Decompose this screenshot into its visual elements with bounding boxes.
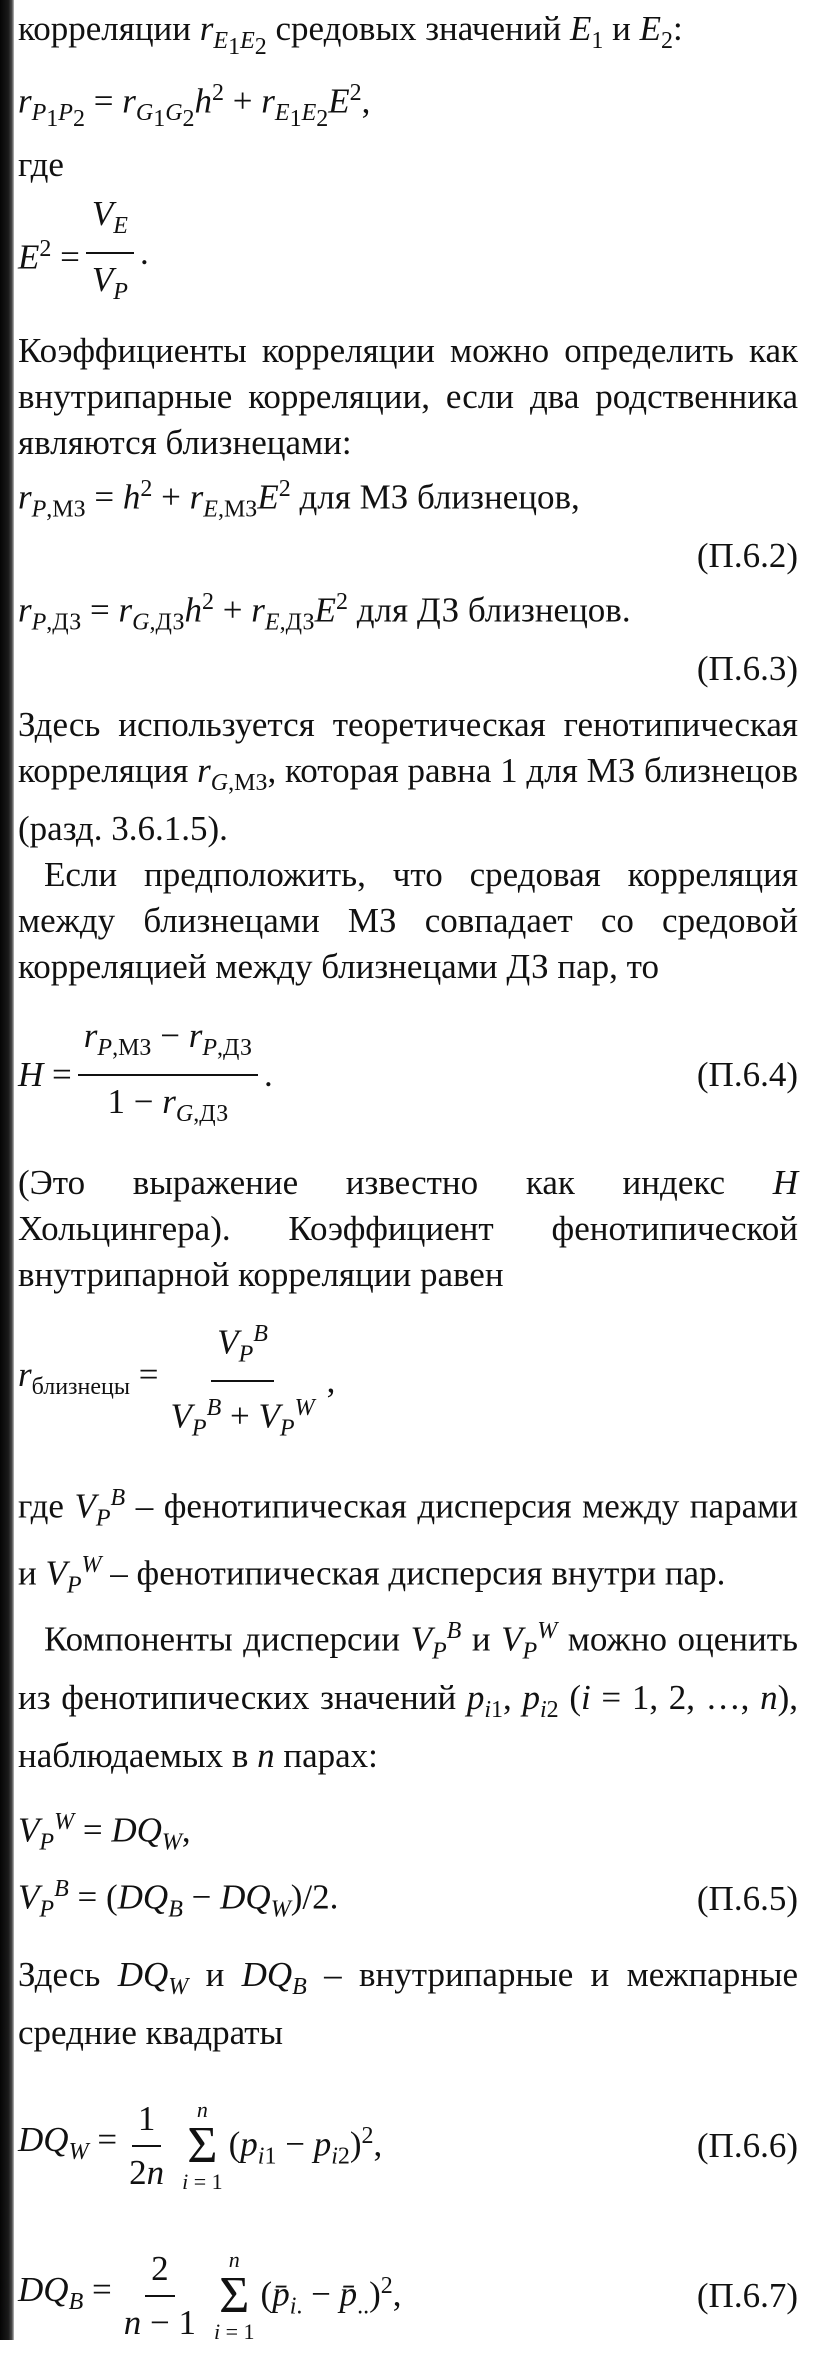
equation-number-p67: (П.6.7) xyxy=(696,2276,798,2316)
paragraph-correlation-twins: Коэффициенты корреляции можно определить как внутрипарные корреляции, если два родственника являются близнецами: xyxy=(18,331,798,463)
equation-number-p66: (П.6.6) xyxy=(696,2126,798,2166)
equation-dqw: $DQ_W$ = $\frac{1}{2n}$ n Σ i = 1 $(p_{i1} - p_{i2})^2$, (П.6.6) xyxy=(18,2076,798,2216)
equation-number-p65: (П.6.5) xyxy=(696,1878,798,1918)
equation-dz: $r_{P,ДЗ} = r_{G,ДЗ}h^2 + r_{E,ДЗ}E^2$ для ДЗ близнецов. xyxy=(18,588,631,636)
equation-number-p64: (П.6.4) xyxy=(696,1054,798,1094)
paragraph-variance-components: Компоненты дисперсии $V_P^B$ и $V_P^W$ можно оценить из фенотипических значений $p_{i1}$, $p_{i2}$ (i = 1, 2, …, n), наблюдаемых в n парах: xyxy=(18,1618,799,1775)
paragraph-variance-def: где $V_P^B$ – фенотипическая дисперсия между парами и $V_P^W$ – фенотипическая дисперсия внутри пар. xyxy=(18,1484,798,1599)
paragraph-mean-squares: Здесь $DQ_W$ и $DQ_B$ – внутрипарные и межпарные средние квадраты xyxy=(18,1955,798,2053)
equation-vw: $V_P^W = DQ_W$, xyxy=(18,1808,191,1856)
paragraph-holzinger: (Это выражение известно как индекс H Хольцингера). Коэффициент фенотипической внутрипарной корреляции равен xyxy=(18,1162,798,1294)
paragraph-intro: корреляции $r_{E_1E_2}$ средовых значений $E_1$ и $E_2$: xyxy=(18,9,683,60)
equation-vb: $V_P^B = (DQ_B - DQ_W)/2$. (П.6.5) xyxy=(18,1875,798,1923)
equation-holzinger: H = $\frac{r_{P,МЗ} - r_{P,ДЗ}}{1 - r_{G,ДЗ}}$ . (П.6.4) xyxy=(18,1010,798,1140)
equation-r-twins: $r_{близнецы}$ = $\frac{V_P^B}{V_P^B + V_P^W}$ , xyxy=(18,1308,798,1455)
equation-dqb: $DQ_B$ = $\frac{2}{n - 1}$ n Σ i = 1 ($p̄_{i.}$ − $p̄_{..})^2$, (П.6.7) xyxy=(18,2226,798,2366)
document-page xyxy=(18,6,798,2366)
equation-e-squared: $E^2$ = $\frac{V_E}{V_P}$ . xyxy=(18,188,798,318)
paragraph-genotypic: Здесь используется теоретическая генотипическая корреляция $r_{G,МЗ}$, которая равна 1 для МЗ близнецов (разд. 3.6.1.5). xyxy=(18,704,798,848)
word-where: где xyxy=(18,145,64,185)
page-binding-shadow xyxy=(0,0,14,2340)
equation-number-p63: (П.6.3) xyxy=(696,648,798,688)
paragraph-assumption: Если предположить, что средовая корреляция между близнецами МЗ совпадает со средовой корреляцией между близнецами ДЗ пар, то xyxy=(18,854,798,986)
equation-number-p62: (П.6.2) xyxy=(696,535,798,575)
equation-rp1p2: $r_{P_1P_2} = r_{G_1G_2}h^2 + r_{E_1E_2}E^2$, xyxy=(18,79,371,133)
equation-mz: $r_{P,МЗ} = h^2 + r_{E,МЗ}E^2$ для МЗ близнецов, xyxy=(18,476,580,523)
